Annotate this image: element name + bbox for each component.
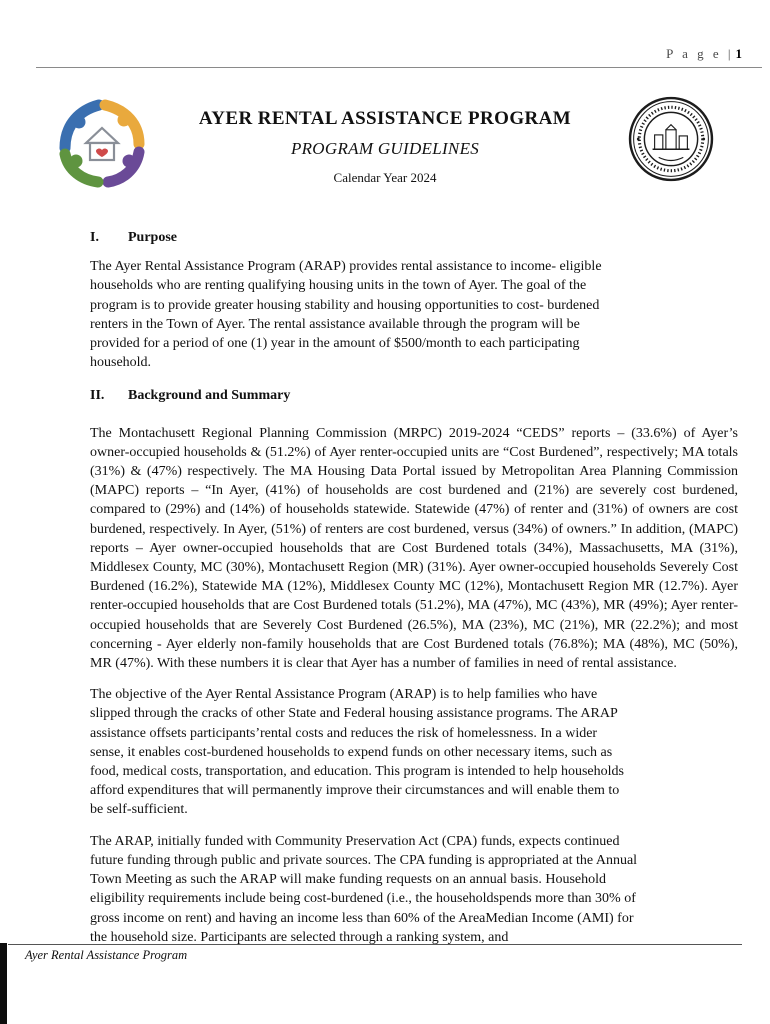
paragraph-background-stats: The Montachusett Regional Planning Commission (MRPC) 2019-2024 “CEDS” reports – (33.6%) of Ayer’s owner-occupied households & (51.2%) of Ayer renter-occupied units are “Cost Burdened”, respectively; MA totals (31%) & (47%) respectively. The MA Housing Data Portal issued by Metropolitan Area Planning Commission (MAPC) reports – “In Ayer, (41%) of households are cost burdened and (21%) are severely cost burdened, compared to (29%) and (14%) of households statewide. Statewide (47%) of renter and (31%) of owners are cost burdened, respectively. In Ayer, (51%) of renters are cost burdened, versus (34%) of owners.” In addition, (MAPC) reports – Ayer owner-occupied households that are Cost Burdened totals (34%), Massachusetts, MA (31%), Middlesex County, MC (30%), Montachusett Region (MR) (31%). Ayer owner-occupied households Severely Cost Burdened (16.2%), Statewide MA (12%), Middlesex County MC (12%), Montachusett Region MR (12.7%). Ayer renter-occupied households that are Cost Burdened totals (51.2%), MA (47%), MC (43%), MR (49%); Ayer renter-occupied households that are Severely Cost Burdened (26.5%), MA (23%), MC (21%), MR (22.2%); and most concerning - Ayer elderly non-family households that are Cost Burdened totals (76.8%); MA (48%), MC (50%), MR (47%). With these numbers it is clear that Ayer has a number of families in need of rental assistance. — [90, 425, 738, 672]
page-number — [666, 46, 742, 62]
paragraph-funding: The ARAP, initially funded with Community Preservation Act (CPA) funds, expects continued future funding through public and private sources. The CPA funding is appropriated at the Annual Town Meeting as such the ARAP will make funding requests on an annual basis. Household eligibility requirements include being cost-burdened (i.e., the householdspends more than 30% of gross income on rent) and having an income less than 60% of the AreaMedian Income (AMI) for the household size. Participants are selected through a ranking system, and — [90, 833, 638, 945]
footer-text: Ayer Rental Assistance Program — [25, 948, 188, 962]
section-title: Background and Summary — [128, 388, 291, 404]
page-number-value: 1 — [735, 46, 742, 61]
arap-logo-icon — [52, 90, 152, 192]
section-title: Purpose — [128, 230, 177, 245]
footer-rule — [8, 944, 742, 945]
document-title: AYER RENTAL ASSISTANCE PROGRAM — [198, 108, 572, 129]
calendar-year: Calendar Year 2024 — [333, 170, 437, 185]
document-body — [90, 228, 740, 947]
document-subtitle: PROGRAM GUIDELINES — [290, 139, 480, 158]
town-seal-icon — [628, 96, 714, 182]
section-number: II. — [90, 388, 105, 404]
section-heading-background — [90, 386, 740, 405]
paragraph-purpose: The Ayer Rental Assistance Program (ARAP) provides rental assistance to income- eligible households who are renting qualifying housing units in the town of Ayer. The goal of the program is to provide greater housing stability and housing opportunities to cost- burdened renters in the Town of Ayer. The rental assistance available through the program will be provided for a period of one (1) year in the amount of $500/month to each participating household. — [90, 259, 602, 371]
scan-edge-artifact — [0, 943, 7, 1024]
section-number: I. — [90, 230, 99, 245]
paragraph-objective: The objective of the Ayer Rental Assistance Program (ARAP) is to help families who have slipped through the cracks of other State and Federal housing assistance programs. The ARAP assistance offsets participants’rental costs and reduces the risk of homelessness. In a wider sense, it enables cost-burdened households to expend funds on other necessary items, such as food, medical costs, transportation, and education. This program is intended to help households afford expenditures that will permanently improve their circumstances and will enable them to be self-sufficient. — [90, 687, 624, 818]
page-number-label: P a g e | — [666, 46, 734, 61]
header-rule — [36, 67, 762, 68]
title-block — [165, 108, 605, 186]
section-heading-purpose — [90, 228, 740, 247]
